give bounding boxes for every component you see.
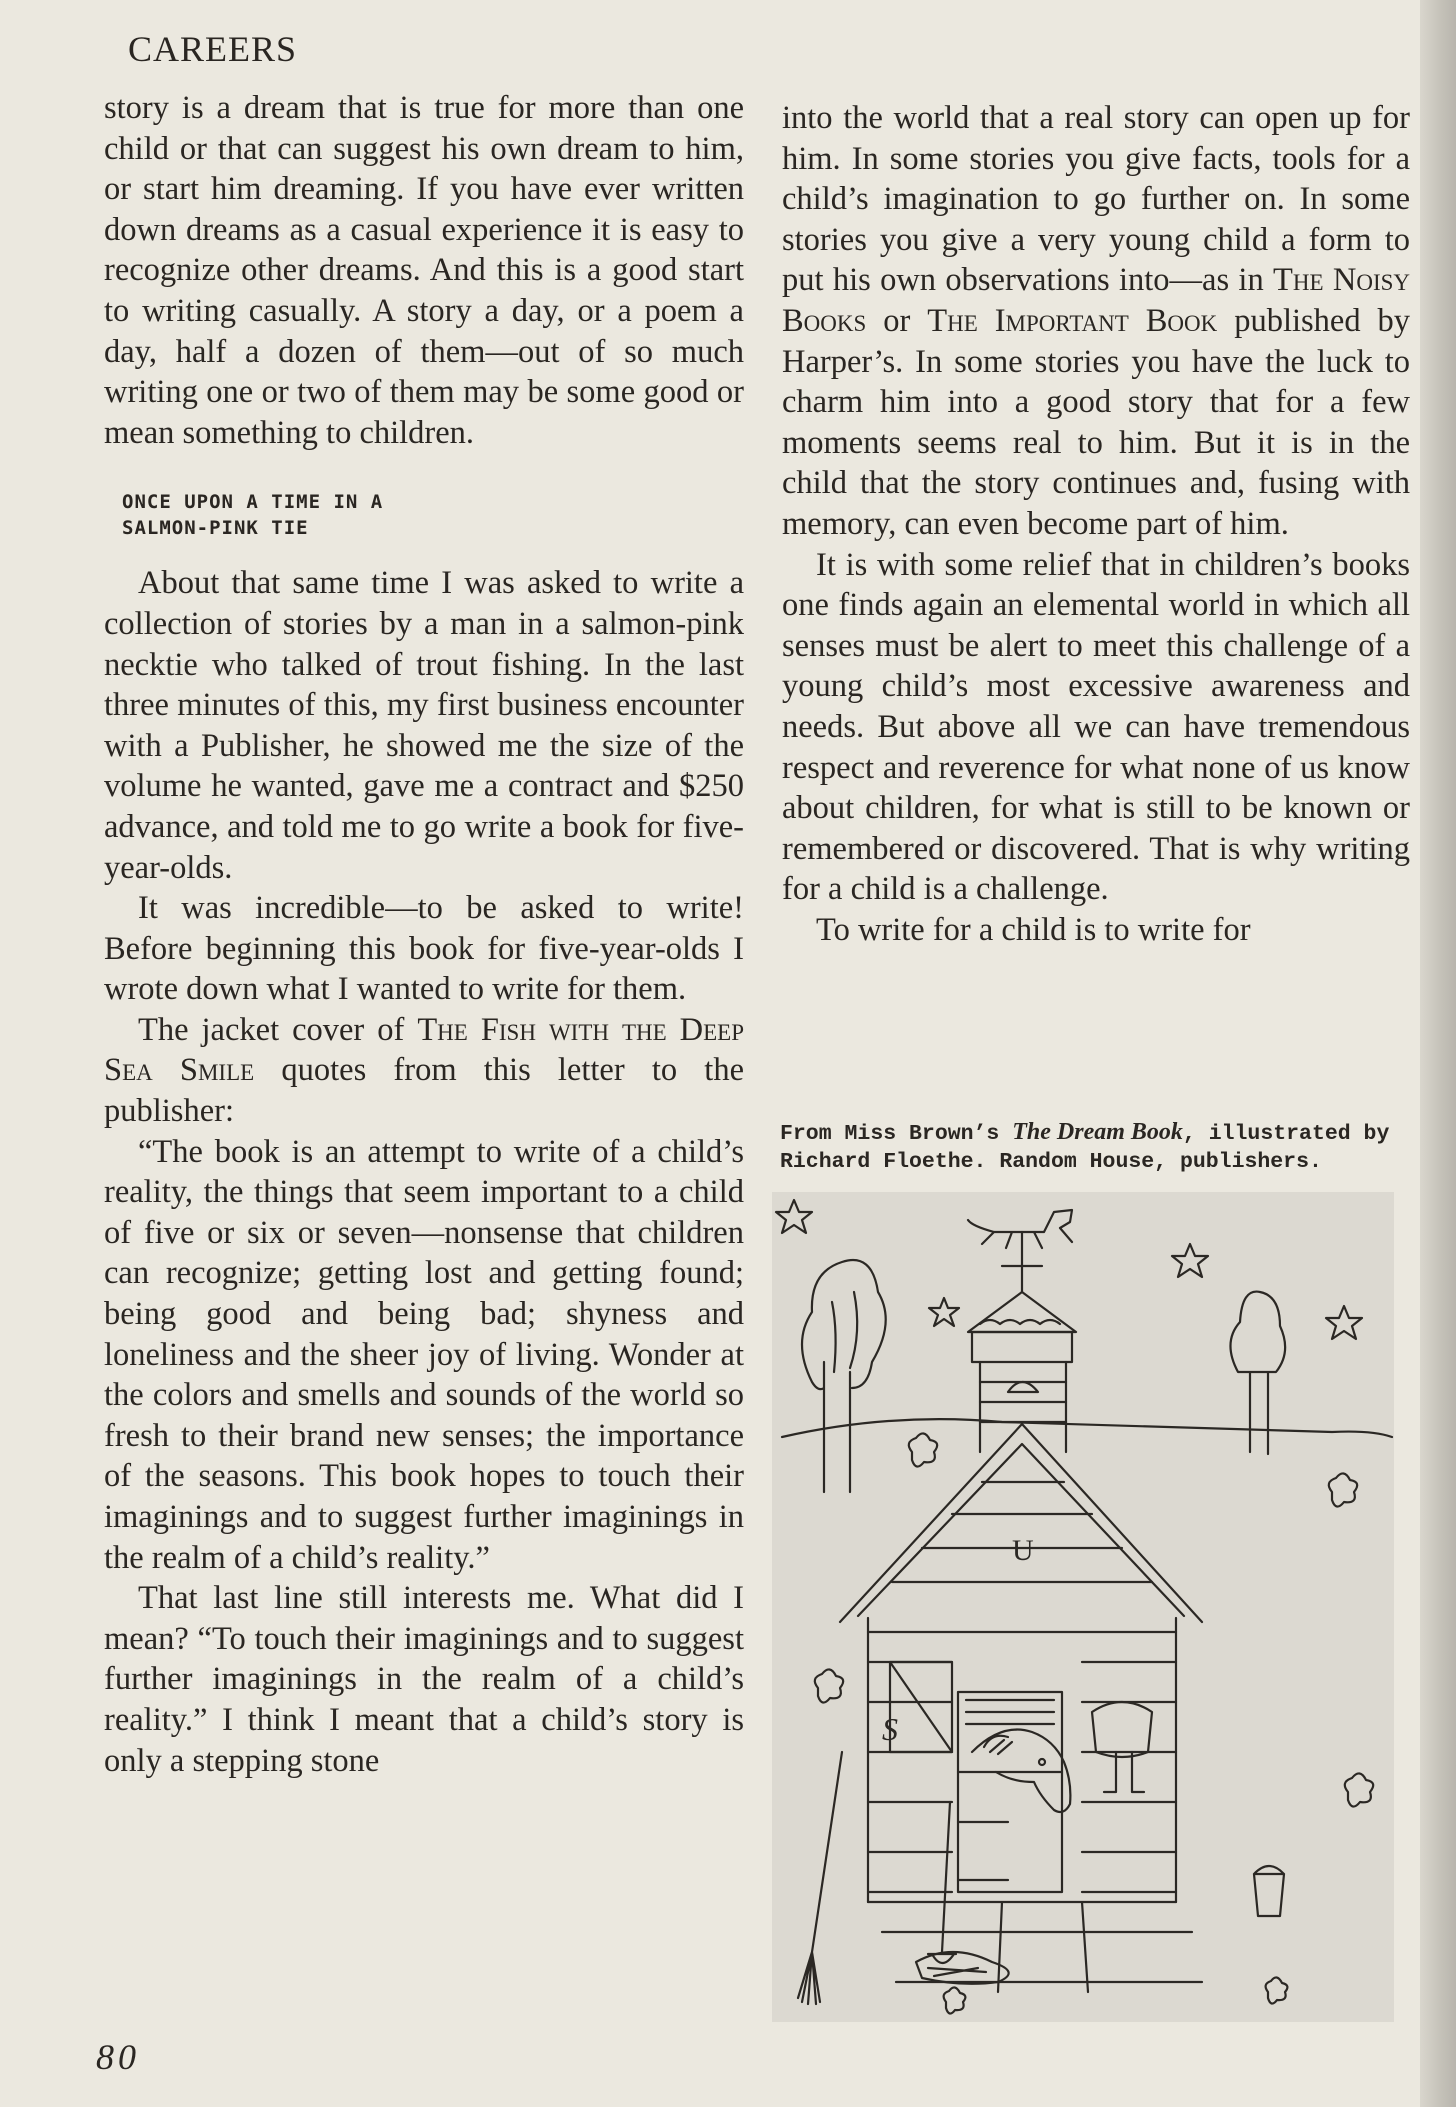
book-title-important: The Important Book: [927, 302, 1218, 339]
flower-icon: [944, 1987, 966, 2013]
left-paragraph-2: About that same time I was asked to write a collection of stories by a man in a salmon-pink necktie who talked of trout fishing. In the last three minutes of this, my first business encounter with a Publisher, he showed me the size of the volume he wanted, gave me a contract and $250 advance, and told me to go write a book for five-year-olds.: [104, 565, 744, 886]
cupola-walls: [980, 1362, 1066, 1452]
cupola-eave: [972, 1332, 1072, 1362]
section-subhead: [122, 489, 744, 541]
right-column: [782, 98, 1410, 950]
subhead-line-1: ONCE UPON A TIME IN A: [122, 491, 384, 514]
bucket-icon: [1254, 1866, 1284, 1916]
caption-book-title: The Dream Book: [1012, 1119, 1183, 1145]
flower-icon: [1266, 1977, 1288, 2003]
left-paragraph-5: “The book is an attempt to write of a child’s reality, the things that seem important to a child of five or six or seven—nonsense that children can recognize; getting lost and getting found; being good and being bad; shyness and loneliness and the sheer joy of living. Wonder at the colors and smells and sounds of the world so fresh to their brand new senses; the importance of the seasons. This book hopes to touch their imaginings and to suggest further imaginings in the realm of a child’s reality.”: [104, 1133, 744, 1576]
cupola-boards: [980, 1382, 1066, 1422]
right-paragraph-1: [782, 98, 1410, 545]
left-paragraph-6: That last line still interests me. What did I mean? “To touch their imaginings and to suggest further imaginings in the realm of a child’s reality.” I think I meant that a child’s story is only a stepping stone: [104, 1580, 744, 1779]
horizon-line: [782, 1419, 1392, 1437]
left-wall-boards: [868, 1662, 952, 1892]
flower-icon: [815, 1669, 843, 1702]
jacket-text-a: The jacket cover of: [138, 1011, 405, 1048]
left-paragraph-3: It was incredible—to be asked to write! Before beginning this book for five-year-olds I wrote down what I wanted to write for them.: [104, 890, 744, 1008]
cupola-window: [1008, 1382, 1038, 1392]
left-column: [104, 88, 744, 1781]
star-icon: [1172, 1244, 1208, 1277]
broom-icon: [798, 1752, 842, 2004]
barn-roof: [840, 1424, 1202, 1622]
star-icon: [929, 1298, 959, 1326]
stable-drawing: [772, 1192, 1394, 2022]
right-text-b: or: [883, 302, 911, 339]
flower-icon: [909, 1433, 937, 1466]
barn-walls: [868, 1618, 1176, 1902]
saddle-icon: [1092, 1702, 1152, 1792]
star-icon: [776, 1200, 812, 1233]
left-paragraph-1: story is a dream that is true for more than one child or that can suggest his own dream to him, or start him dreaming. If you have ever written down dreams as a casual experience it is easy to recognize other dreams. And this is a good start to writing casually. A story a day, or a poem a day, half a dozen of them—out of so much writing one or two of them may be some good or mean something to children.: [104, 90, 744, 451]
tree-left-icon: [802, 1260, 886, 1492]
floor-tiles: [868, 1902, 1202, 1992]
right-paragraph-3: To write for a child is to write for: [816, 911, 1251, 948]
stall-door: [958, 1692, 1062, 1892]
subhead-line-2: SALMON-PINK TIE: [122, 517, 309, 540]
horse-eye: [1039, 1759, 1045, 1765]
tree-left-detail: [832, 1292, 857, 1372]
barn-shutter: [890, 1662, 952, 1752]
roof-planks: [892, 1482, 1152, 1582]
page-edge: [1420, 0, 1456, 2107]
caption-part-2: , illustrated by Richard Floethe. Random House, publishers.: [780, 1122, 1390, 1174]
door-letter-s: S: [882, 1711, 898, 1747]
flower-icon: [1329, 1473, 1357, 1506]
barn-roof-inner: [858, 1444, 1184, 1616]
stable-illustration: [772, 1192, 1394, 2022]
weathervane-horse-icon: [968, 1210, 1072, 1248]
right-wall-boards: [1082, 1662, 1176, 1892]
illustration-caption: [780, 1118, 1410, 1176]
page-number: 80: [96, 2037, 140, 2077]
stall-shadow-lines: [966, 1700, 1054, 1724]
right-text-c: published by Harper’s. In some stories you have the luck to charm him into a good story that for a few moments seems real to him. But it is in the child that the story continues and, fusing with memory, can even become part of him.: [782, 302, 1411, 542]
star-icon: [1326, 1306, 1362, 1339]
book-title-fish: The Fish with the Deep Sea Smile: [104, 1011, 745, 1089]
flower-icon: [1345, 1773, 1373, 1806]
right-paragraph-2: It is with some relief that in children’s books one finds again an elemental world in which all senses must be alert to meet this challenge of a young child’s most excessive awareness and needs. But above all we can have tremendous respect and reverence for what none of us know about children, for what is still to be known or remembered or discovered. That is why writing for a child is a challenge.: [782, 546, 1410, 908]
door-hinges: [958, 1822, 1008, 1880]
caption-part-1: From Miss Brown’s: [780, 1122, 1000, 1146]
book-title-noisy: The Noisy Books: [782, 262, 1411, 339]
running-head: CAREERS: [128, 29, 298, 69]
horseshoe-icon: U: [1012, 1534, 1034, 1567]
cupola-shingles: [980, 1320, 1060, 1324]
cupola-roof: [968, 1292, 1076, 1332]
right-text-a: into the world that a real story can open up for him. In some stories you give facts, tools for a child’s imagination to go further on. In some stories you give a very young child a form to put his own observations into—as in: [782, 100, 1410, 299]
left-paragraph-4: [104, 1010, 744, 1132]
pitchfork-icon: [928, 1802, 956, 1963]
jacket-text-b: quotes from this letter to the publisher:: [104, 1052, 745, 1130]
hay-pile: [916, 1952, 1009, 1984]
